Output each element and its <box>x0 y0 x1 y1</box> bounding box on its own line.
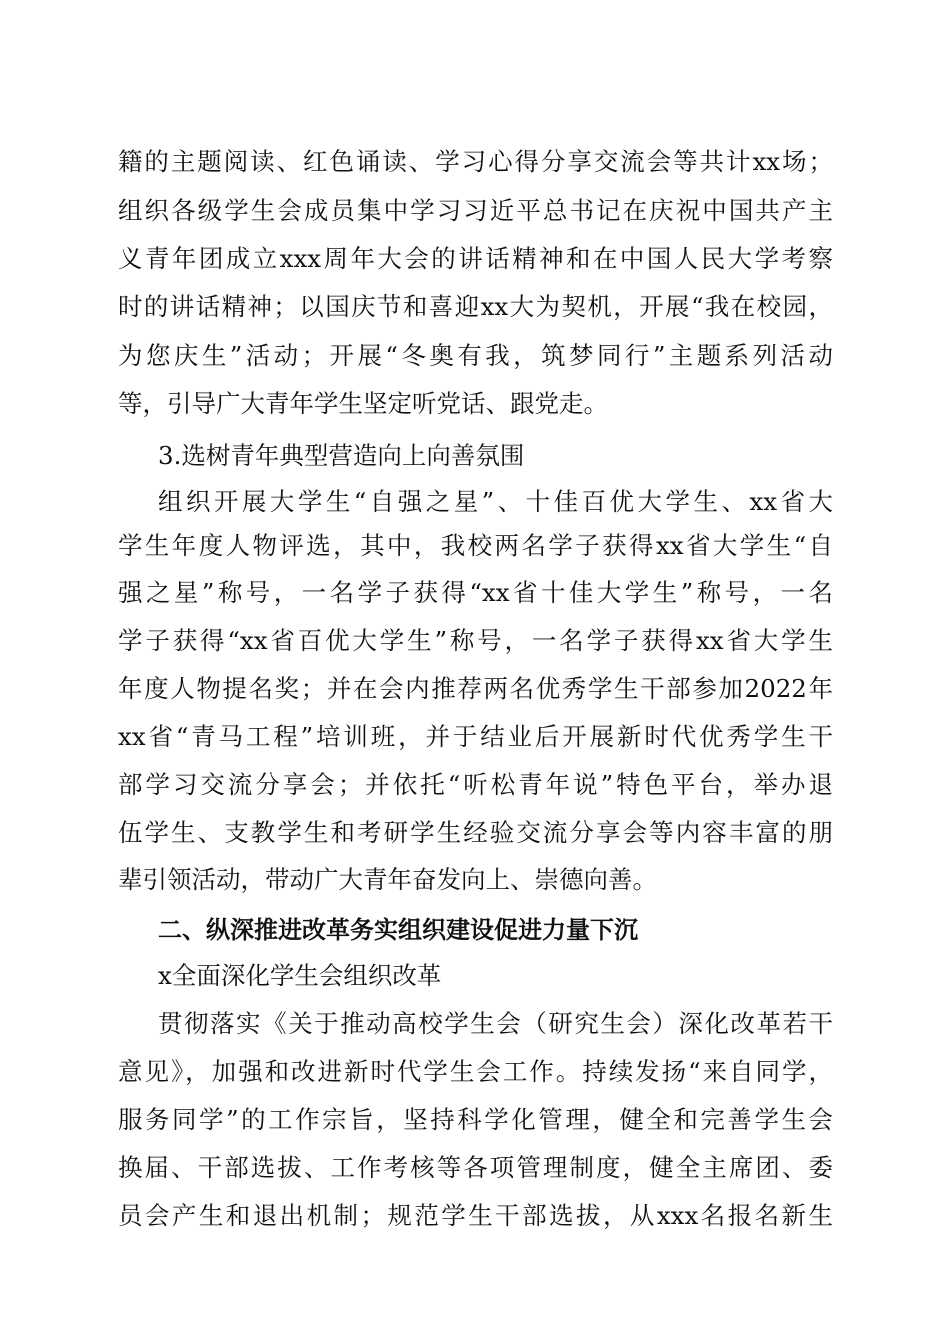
paragraph-line: 组织开展大学生“自强之星”、十佳百优大学生、xx省大 <box>158 487 833 516</box>
paragraph-line: 年度人物提名奖；并在会内推荐两名优秀学生干部参加2022年 <box>118 674 833 703</box>
paragraph-line: 贯彻落实《关于推动高校学生会（研究生会）深化改革若干 <box>158 1009 833 1038</box>
paragraph-line: 辈引领活动，带动广大青年奋发向上、崇德向善。 <box>118 865 657 894</box>
paragraph-line: 员会产生和退出机制；规范学生干部选拔，从xxx名报名新生 <box>118 1201 833 1230</box>
paragraph-line: 学生年度人物评选，其中，我校两名学子获得xx省大学生“自 <box>118 531 833 560</box>
paragraph-line: 为您庆生”活动；开展“冬奥有我，筑梦同行”主题系列活动 <box>118 341 833 370</box>
subheading: 3.选树青年典型营造向上向善氛围 <box>158 441 525 470</box>
paragraph-line: 义青年团成立xxx周年大会的讲话精神和在中国人民大学考察 <box>118 244 833 273</box>
paragraph-line: 等，引导广大青年学生坚定听党话、跟党走。 <box>118 389 608 418</box>
paragraph-line: 时的讲话精神；以国庆节和喜迎xx大为契机，开展“我在校园， <box>118 292 833 321</box>
paragraph-line: 籍的主题阅读、红色诵读、学习心得分享交流会等共计xx场； <box>118 147 833 176</box>
paragraph-line: 服务同学”的工作宗旨，坚持科学化管理，健全和完善学生会 <box>118 1105 833 1134</box>
section-heading: 二、纵深推进改革务实组织建设促进力量下沉 <box>158 916 638 944</box>
paragraph-line: 换届、干部选拔、工作考核等各项管理制度，健全主席团、委 <box>118 1153 833 1182</box>
paragraph-line: xx省“青马工程”培训班，并于结业后开展新时代优秀学生干 <box>118 722 833 751</box>
paragraph-line: 强之星”称号，一名学子获得“xx省十佳大学生”称号，一名 <box>118 578 833 607</box>
paragraph-line: 部学习交流分享会；并依托“听松青年说”特色平台，举办退 <box>118 770 833 799</box>
paragraph-line: 伍学生、支教学生和考研学生经验交流分享会等内容丰富的朋 <box>118 818 833 847</box>
subheading: x全面深化学生会组织改革 <box>158 961 442 990</box>
paragraph-line: 学子获得“xx省百优大学生”称号，一名学子获得xx省大学生 <box>118 626 833 655</box>
paragraph-line: 组织各级学生会成员集中学习习近平总书记在庆祝中国共产主 <box>118 196 833 225</box>
paragraph-line: 意见》，加强和改进新时代学生会工作。持续发扬“来自同学， <box>118 1057 833 1086</box>
